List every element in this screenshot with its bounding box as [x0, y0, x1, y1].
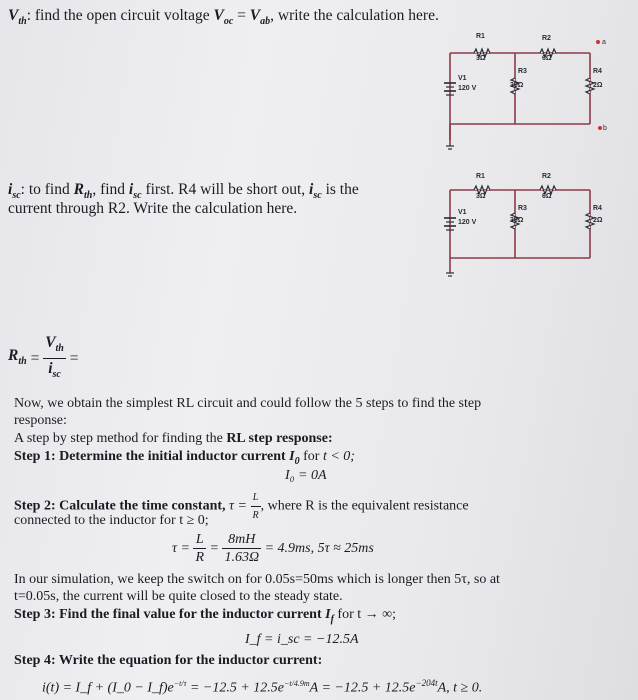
v1-label: V1 [458, 75, 467, 82]
rth-formula: $R_{th}$ = $\frac{V_{th}}{i_{sc}}$ = [8, 333, 79, 384]
step4-equation: i(t) = I_f + (I_0 − $I\_f)e^{-t/\tau} = -12.5 + 12.5e^{-t/4.9m}A = -12.5 + 12.5e^{-204t}A$, t ≥ 0. [42, 678, 483, 696]
r1-value: 3Ω [476, 55, 486, 62]
svg-text:30Ω: 30Ω [510, 217, 524, 224]
isc-question-line2: current through R2. Write the calculation here. [8, 200, 298, 217]
svg-text:R4: R4 [593, 205, 602, 212]
step2-line2: connected to the inductor for t ≥ 0; [14, 513, 209, 528]
node-b-label: b [603, 125, 607, 132]
vth-question: $V_{th}$: find the open circuit voltage $V_{oc} = V_{ab}$, write the calculation here. [8, 7, 439, 28]
step4-heading: Step 4: Write the equation for the inductor current: [14, 653, 323, 668]
voc-symbol: $V_{oc}$ [213, 7, 234, 28]
step1-equation: I₀ = 0A [285, 468, 327, 483]
svg-text:3Ω: 3Ω [476, 193, 486, 200]
step2-heading: Step 2: Calculate the time constant, τ = $\frac{L}{R}$ , where R is the equivalent resistance [14, 489, 469, 524]
vab-symbol: $V_{ab}$ [249, 7, 271, 28]
node-b-dot [598, 126, 602, 130]
svg-text:R2: R2 [542, 173, 551, 180]
svg-text:V1: V1 [458, 209, 467, 216]
r4-value: 2Ω [593, 82, 603, 89]
simulation-line2: t=0.05s, the current will be quite closed to the steady state. [14, 589, 343, 604]
vth-label: $V_{th}$ [8, 7, 27, 28]
circuit-open-diagram [440, 28, 620, 163]
step3-heading: Step 3: Find the final value for the inductor current $I_f$ for t → ∞; [14, 607, 397, 625]
r2-label: R2 [542, 35, 551, 42]
svg-text:R1: R1 [476, 173, 485, 180]
intro-line3: A step by step method for finding the RL step response: [14, 431, 333, 446]
step3-equation: I_f = i_sc = −12.5A [245, 632, 359, 647]
isc-question-line1: $i_{sc}$: to find $R_{th}$, find $i_{sc}$ first. R4 will be short out, $i_{sc}$ is the [8, 181, 359, 202]
svg-text:R3: R3 [518, 205, 527, 212]
circuit-short-diagram [440, 168, 620, 283]
svg-text:120 V: 120 V [458, 219, 477, 226]
r3-value: 30Ω [510, 82, 524, 89]
rth-fraction: $\frac{V_{th}}{i_{sc}}$ [45, 334, 64, 381]
r1-label: R1 [476, 33, 485, 40]
r2-value: 6Ω [542, 55, 552, 62]
r3-label: R3 [518, 68, 527, 75]
intro-line1: Now, we obtain the simplest RL circuit and could follow the 5 steps to find the step [14, 396, 482, 411]
node-a-dot [596, 40, 600, 44]
svg-text:2Ω: 2Ω [593, 217, 603, 224]
v1-value: 120 V [458, 85, 477, 92]
simulation-line1: In our simulation, we keep the switch on for 0.05s=50ms which is longer then 5τ, so at [14, 572, 500, 587]
r4-label: R4 [593, 68, 602, 75]
step1-heading: Step 1: Determine the initial inductor current $I_0$ for t < 0; [14, 449, 355, 467]
svg-text:6Ω: 6Ω [542, 193, 552, 200]
tau-equation: τ = $\frac{L}{R}$ = $\frac{8mH}{1.63\Omega}$ = 4.9ms, 5τ ≈ 25ms [172, 532, 374, 565]
node-a-label: a [602, 39, 606, 46]
intro-line2: response: [14, 413, 67, 428]
